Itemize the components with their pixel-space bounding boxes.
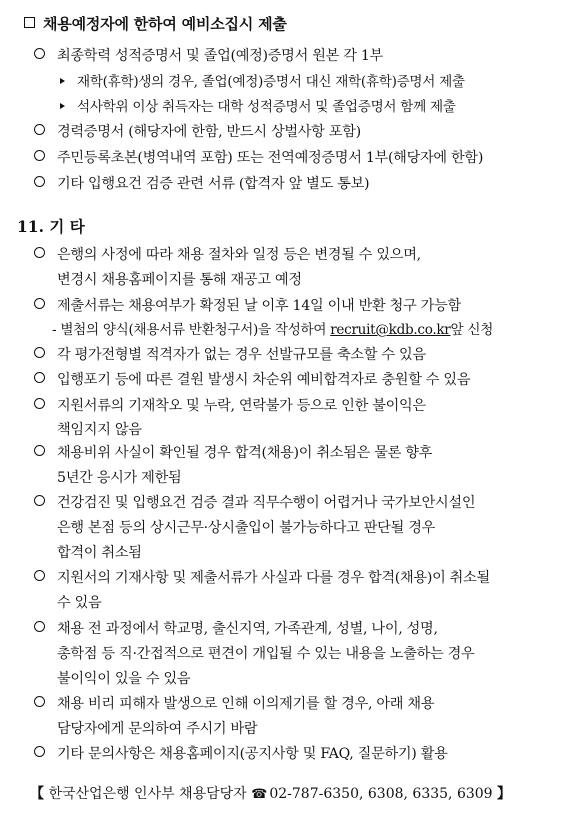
phone-numbers: 02-787-6350, 6308, 6335, 6309 — [269, 786, 493, 802]
list-item-continuation: 책임지지 않음 — [57, 422, 142, 438]
list-item-continuation: 불이익이 있을 수 있음 — [57, 671, 191, 687]
list-item: 지원서의 기재사항 및 제출서류가 사실과 다를 경우 합격(채용)이 취소될 — [34, 568, 490, 588]
circle-bullet-icon — [34, 372, 45, 383]
list-item-note: - 별첨의 양식(채용서류 반환청구서)을 작성하여 recruit@kdb.co.kr앞 신청 — [52, 322, 494, 338]
circle-bullet-icon — [34, 570, 45, 581]
list-item: 채용비위 사실이 확인될 경우 합격(채용)이 취소됨은 물론 향후 — [34, 443, 432, 463]
circle-bullet-icon — [34, 746, 45, 757]
circle-bullet-icon — [34, 621, 45, 632]
list-item-continuation: 총학점 등 직·간접적으로 편견이 개입될 수 있는 내용을 노출하는 경우 — [57, 646, 475, 662]
circle-bullet-icon — [34, 124, 45, 135]
circle-bullet-icon — [34, 347, 45, 358]
circle-bullet-icon — [34, 150, 45, 161]
circle-bullet-icon — [34, 696, 45, 707]
circle-bullet-icon — [34, 298, 45, 309]
list-item-continuation: 은행 본점 등의 상시근무·상시출입이 불가능하다고 판단될 경우 — [57, 520, 436, 536]
contact-name: 한국산업은행 인사부 채용담당자 — [48, 786, 247, 802]
triangle-bullet-icon — [60, 78, 65, 84]
sub-list-item: 석사학위 이상 취득자는 대학 성적증명서 및 졸업증명서 함께 제출 — [60, 97, 456, 117]
circle-bullet-icon — [34, 247, 45, 258]
list-item: 각 평가전형별 적격자가 없는 경우 선발규모를 축소할 수 있음 — [34, 345, 426, 365]
list-item: 기타 입행요건 검증 관련 서류 (합격자 앞 별도 통보) — [34, 174, 369, 194]
circle-bullet-icon — [34, 176, 45, 187]
contact-footer — [30, 783, 511, 803]
list-item-continuation: 담당자에게 문의하여 주시기 바람 — [57, 721, 258, 737]
list-item: 기타 문의사항은 채용홈페이지(공지사항 및 FAQ, 질문하기) 활용 — [34, 744, 448, 764]
circle-bullet-icon — [34, 398, 45, 409]
list-item: 은행의 사정에 따라 채용 절차와 일정 등은 변경될 수 있으며, — [34, 245, 421, 265]
triangle-bullet-icon — [60, 103, 65, 109]
list-item: 채용 비리 피해자 발생으로 인해 이의제기를 할 경우, 아래 채용 — [34, 694, 434, 714]
list-item: 제출서류는 채용여부가 확정된 날 이후 14일 이내 반환 청구 가능함 — [34, 296, 461, 316]
list-item-continuation: 5년간 응시가 제한됨 — [57, 470, 182, 486]
list-item: 입행포기 등에 따른 결원 발생시 차순위 예비합격자로 충원할 수 있음 — [34, 370, 470, 390]
list-item: 건강검진 및 입행요건 검증 결과 직무수행이 어렵거나 국가보안시설인 — [34, 493, 475, 513]
list-item: 최종학력 성적증명서 및 졸업(예정)증명서 원본 각 1부 — [34, 46, 383, 66]
circle-bullet-icon — [34, 495, 45, 506]
email-link[interactable]: recruit@kdb.co.kr — [330, 322, 451, 338]
close-bracket: 】 — [497, 786, 512, 802]
list-item: 주민등록초본(병역내역 포함) 또는 전역예정증명서 1부(해당자에 한함) — [34, 148, 483, 168]
open-bracket: 【 — [30, 786, 44, 802]
submission-heading — [24, 13, 287, 34]
list-item-continuation: 변경시 채용홈페이지를 통해 재공고 예정 — [57, 272, 302, 288]
circle-bullet-icon — [34, 445, 45, 456]
list-item: 경력증명서 (해당자에 한함, 반드시 상벌사항 포함) — [34, 122, 361, 142]
list-item-continuation: 합격이 취소됨 — [57, 545, 142, 561]
sub-list-item: 재학(휴학)생의 경우, 졸업(예정)증명서 대신 재학(휴학)증명서 제출 — [60, 72, 465, 92]
section-heading: 11. 기 타 — [17, 217, 85, 236]
list-item-continuation: 수 있음 — [57, 595, 102, 611]
submission-heading-text: 채용예정자에 한하여 예비소집시 제출 — [43, 15, 287, 33]
list-item: 지원서류의 기재착오 및 누락, 연락불가 등으로 인한 불이익은 — [34, 396, 426, 416]
circle-bullet-icon — [34, 48, 45, 59]
list-item: 채용 전 과정에서 학교명, 출신지역, 가족관계, 성별, 나이, 성명, — [34, 619, 438, 639]
square-bullet-icon — [24, 17, 35, 28]
phone-icon: ☎ — [251, 787, 268, 802]
